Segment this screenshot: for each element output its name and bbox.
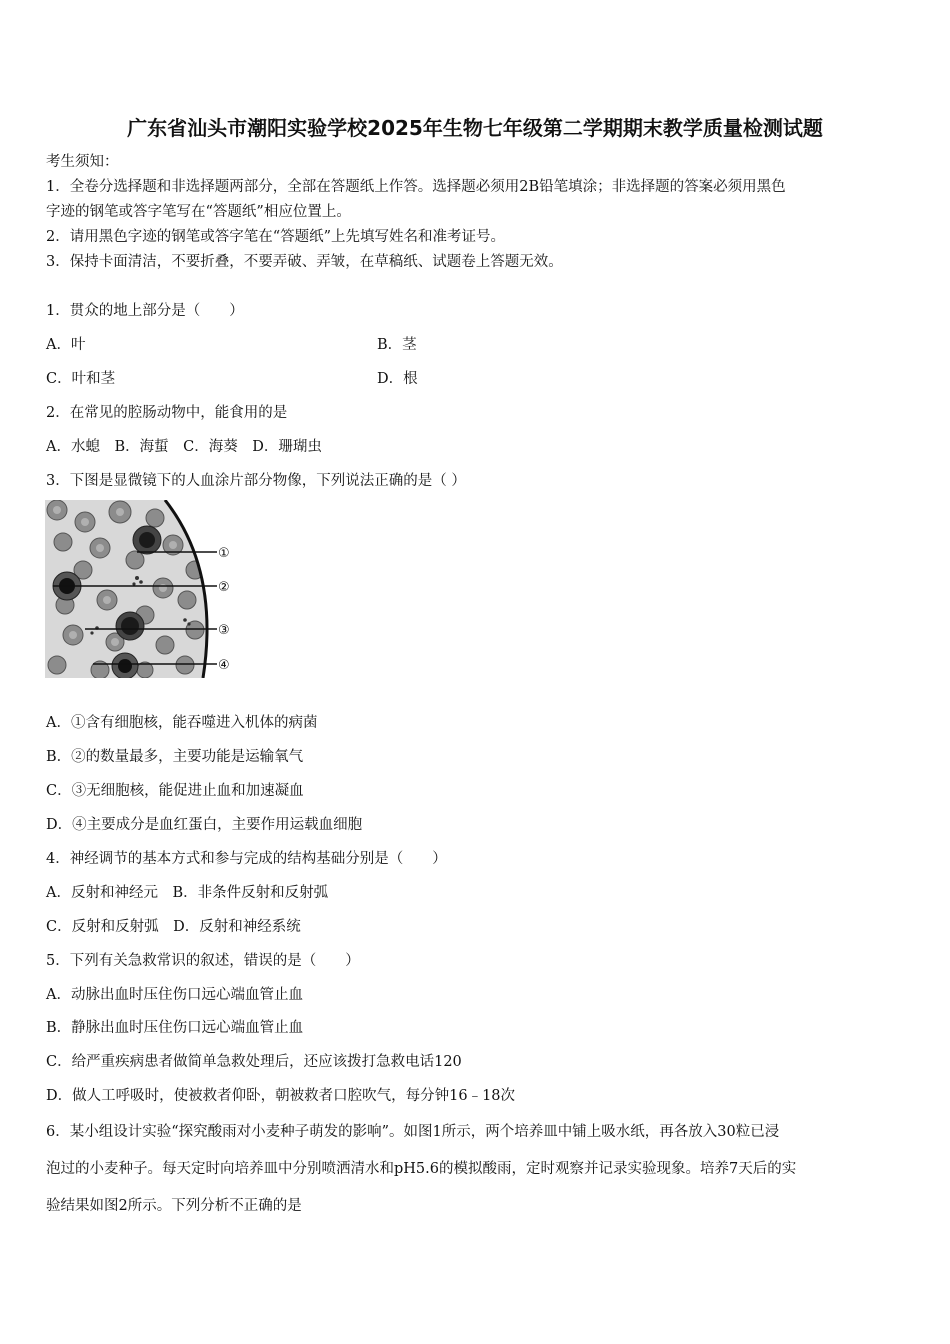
question-1-stem: 1．贯众的地上部分是（ ）	[46, 303, 244, 319]
question-3-option-c: C．③无细胞核，能促进止血和加速凝血	[46, 783, 304, 799]
notice-item: 3．保持卡面清洁，不要折叠，不要弄破、弄皱，在草稿纸、试题卷上答题无效。	[46, 254, 563, 270]
figure-label-3: ③	[218, 623, 230, 638]
question-6-text: 验结果如图2所示。下列分析不正确的是	[46, 1198, 302, 1214]
question-1-option-b: B．茎	[377, 337, 417, 353]
figure-label-2: ②	[218, 580, 230, 595]
question-4-stem: 4．神经调节的基本方式和参与完成的结构基础分别是（ ）	[46, 851, 447, 867]
question-1-option-c: C．叶和茎	[46, 371, 116, 387]
question-3-option-d: D．④主要成分是血红蛋白，主要作用运载血细胞	[46, 817, 363, 833]
question-3-option-b: B．②的数量最多，主要功能是运输氧气	[46, 749, 304, 765]
question-6-text: 泡过的小麦种子。每天定时向培养皿中分别喷洒清水和pH5.6的模拟酸雨，定时观察并记录实验现象。培养7天后的实	[46, 1161, 797, 1177]
notice-item: 2．请用黑色字迹的钢笔或答字笔在“答题纸”上先填写姓名和准考证号。	[46, 229, 506, 245]
question-2-stem: 2．在常见的腔肠动物中，能食用的是	[46, 405, 288, 421]
question-4-options-cd: C．反射和反射弧 D．反射和神经系统	[46, 919, 301, 935]
figure-label-1: ①	[218, 546, 230, 561]
question-5-option-a: A．动脉出血时压住伤口远心端血管止血	[46, 987, 303, 1003]
figure-label-4: ④	[218, 658, 230, 673]
question-4-options-ab: A．反射和神经元 B．非条件反射和反射弧	[46, 885, 329, 901]
question-1-option-d: D．根	[377, 371, 418, 387]
blood-smear-figure	[45, 500, 235, 678]
question-5-stem: 5．下列有关急救常识的叙述，错误的是（ ）	[46, 953, 360, 969]
page-title: 广东省汕头市潮阳实验学校2025年生物七年级第二学期期末教学质量检测试题	[127, 116, 823, 140]
question-5-option-b: B．静脉出血时压住伤口远心端血管止血	[46, 1020, 304, 1036]
question-3-stem: 3．下图是显微镜下的人血涂片部分物像，下列说法正确的是（ ）	[46, 473, 466, 489]
notice-item: 字迹的钢笔或答字笔写在“答题纸”相应位置上。	[46, 204, 351, 220]
question-3-option-a: A．①含有细胞核，能吞噬进入机体的病菌	[46, 715, 318, 731]
question-1-option-a: A．叶	[46, 337, 86, 353]
question-5-option-c: C．给严重疾病患者做简单急救处理后，还应该拨打急救电话120	[46, 1054, 462, 1070]
blood-smear-image	[45, 500, 235, 678]
notice-item: 1．全卷分选择题和非选择题两部分，全部在答题纸上作答。选择题必须用2B铅笔填涂；非选择题的答案必须用黑色	[46, 179, 786, 195]
notice-heading: 考生须知：	[46, 154, 119, 170]
question-2-options: A．水螅 B．海蜇 C．海葵 D．珊瑚虫	[46, 439, 322, 455]
question-5-option-d: D．做人工呼吸时，使被救者仰卧，朝被救者口腔吹气，每分钟16﹣18次	[46, 1088, 516, 1104]
question-6-text: 6．某小组设计实验“探究酸雨对小麦种子萌发的影响”。如图1所示，两个培养皿中铺上吸水纸，再各放入30粒已浸	[46, 1124, 780, 1140]
